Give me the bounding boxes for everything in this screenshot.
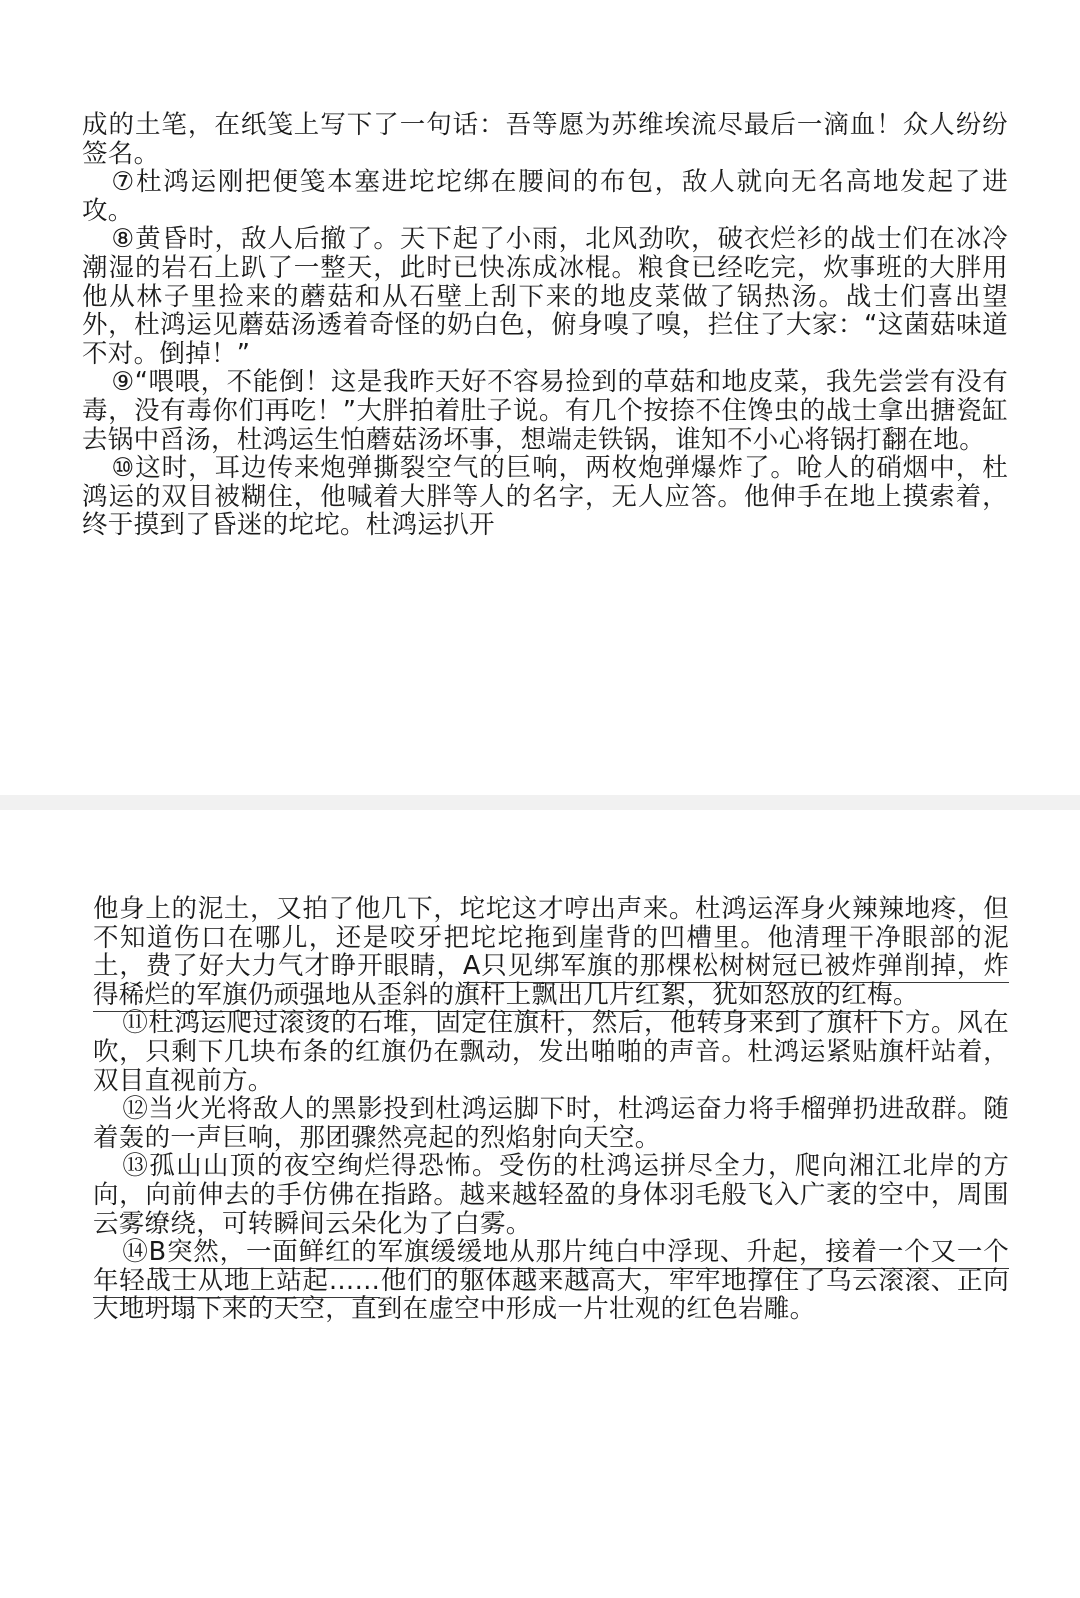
page-sheet-2: [0, 810, 1080, 1598]
paragraph-11: ⑪杜鸿运爬过滚烫的石堆，固定住旗杆，然后，他转身来到了旗杆下方。风在吹，只剩下几块布条的红旗仍在飘动，发出啪啪的声音。杜鸿运紧贴旗杆站着，双目直视前方。: [93, 1008, 1009, 1096]
paragraph-10-continued-text: 他身上的泥土，又拍了他几下，坨坨这才哼出声来。杜鸿运浑身火辣辣地疼，但不知道伤口在哪儿，还是咬牙把坨坨拖到崖背的凹槽里。他清理干净眼部的泥土，费了好大力气才睁开眼睛，: [93, 894, 1009, 982]
underlined-sentence-a: A只见绑军旗的那棵松树树冠已被炸弹削掉，炸得稀烂的军旗仍顽强地从歪斜的旗杆上飘出几片红絮，犹如怒放的红梅: [93, 951, 1010, 1010]
page-sheet-1: [0, 0, 1080, 795]
page-1-text-block: [82, 111, 1008, 540]
paragraph-7: ⑦杜鸿运刚把便笺本塞进坨坨绑在腰间的布包，敌人就向无名高地发起了进攻。: [82, 167, 1008, 226]
paragraph-14-text: 他们的躯体越来越高大，牢牢地撑住了乌云滚滚、正向大地坍塌下来的天空，直到在虚空中形成一片壮观的红色岩雕。: [93, 1265, 1009, 1325]
paragraph-10-continued: [93, 895, 1009, 1009]
paragraph-10-end-punctuation: 。: [892, 979, 919, 1010]
paragraph-6-continued: 成的土笔，在纸笺上写下了一句话：吾等愿为苏维埃流尽最后一滴血！众人纷纷签名。: [82, 110, 1008, 169]
paragraph-12: ⑫当火光将敌人的黑影投到杜鸿运脚下时，杜鸿运奋力将手榴弹扔进敌群。随着轰的一声巨响，那团骤然亮起的烈焰射向天空。: [93, 1094, 1009, 1153]
paragraph-10: ⑩这时，耳边传来炮弹撕裂空气的巨响，两枚炮弹爆炸了。呛人的硝烟中，杜鸿运的双目被糊住，他喊着大胖等人的名字，无人应答。他伸手在地上摸索着，终于摸到了昏迷的坨坨。杜鸿运扒开: [82, 453, 1008, 541]
page-2-text-block: [93, 895, 1009, 1324]
paragraph-14-number: ⑭: [122, 1237, 149, 1268]
paragraph-8: ⑧黄昏时，敌人后撤了。天下起了小雨，北风劲吹，破衣烂衫的战士们在冰冷潮湿的岩石上趴了一整天，此时已快冻成冰棍。粮食已经吃完，炊事班的大胖用他从林子里捡来的蘑菇和从石壁上刮下来的地皮菜做了锅热汤。战士们喜出望外，杜鸿运见蘑菇汤透着奇怪的奶白色，俯身嗅了嗅，拦住了大家：“这菌菇味道不对。倒掉！”: [82, 224, 1008, 369]
paragraph-9: ⑨“喂喂，不能倒！这是我昨天好不容易捡到的草菇和地皮菜，我先尝尝有没有毒，没有毒你们再吃！”大胖拍着肚子说。有几个按捺不住馋虫的战士拿出搪瓷缸去锅中舀汤，杜鸿运生怕蘑菇汤坏事，想端走铁锅，谁知不小心将锅打翻在地。: [82, 367, 1008, 455]
paragraph-13: ⑬孤山山顶的夜空绚烂得恐怖。受伤的杜鸿运拼尽全力，爬向湘江北岸的方向，向前伸去的手仿佛在指路。越来越轻盈的身体羽毛般飞入广袤的空中，周围云雾缭绕，可转瞬间云朵化为了白雾。: [93, 1151, 1009, 1239]
paragraph-14: [93, 1238, 1009, 1324]
underlined-sentence-b: B突然，一面鲜红的军旗缓缓地从那片纯白中浮现、升起，接着一个又一个年轻战士从地上站起……: [93, 1237, 1009, 1296]
